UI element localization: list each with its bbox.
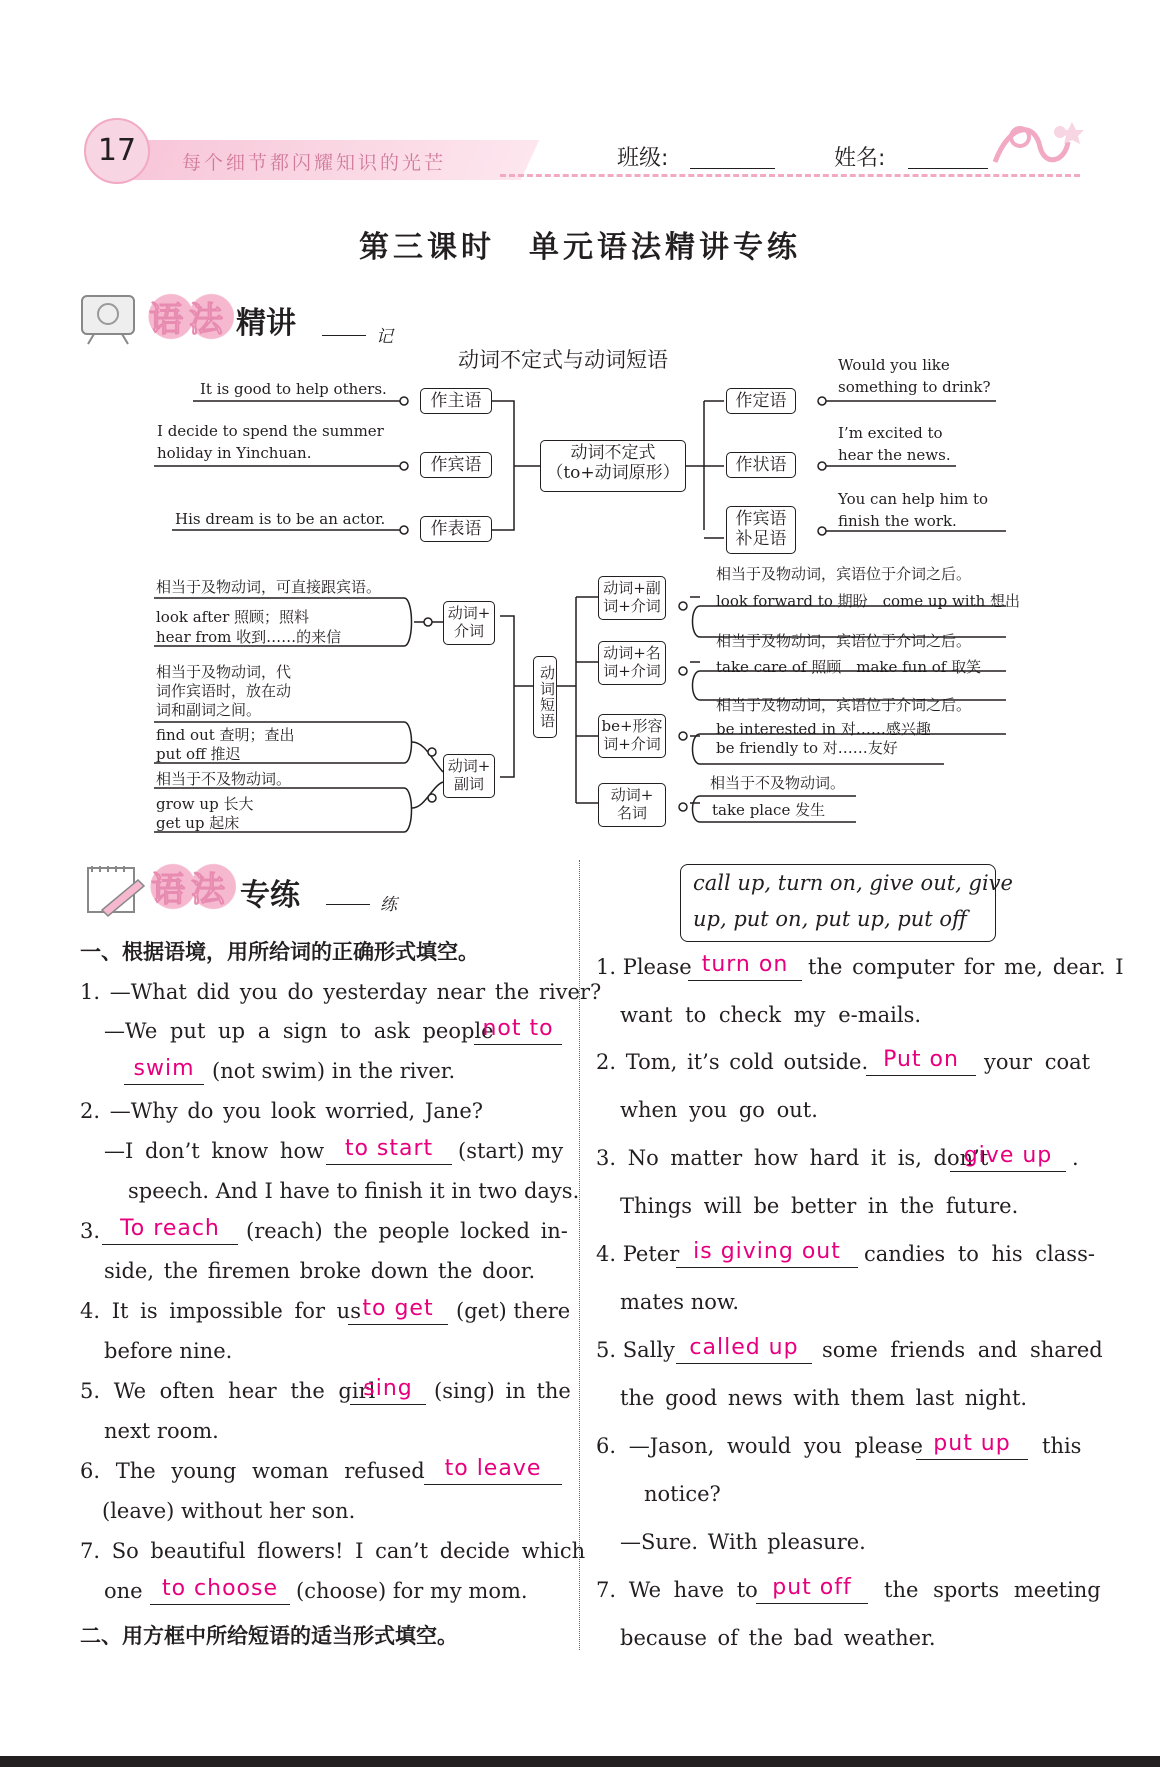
node-adverbial: 作状语 <box>726 452 796 478</box>
vp-ex-grow-up: grow up 长大 <box>156 795 254 813</box>
vp-desc-adv-prep: 相当于及物动词，宾语位于介词之后。 <box>716 565 972 583</box>
p2-q3-c: Things will be better in the future. <box>620 1194 1019 1218</box>
header-slogan: 每个细节都闪耀知识的光芒 <box>182 152 447 174</box>
p2-q4-a: 4. Peter <box>596 1242 680 1266</box>
node-object-complement <box>726 506 796 554</box>
q1-line1: 1. —What did you do yesterday near the river? <box>80 980 602 1004</box>
verb-adverb-line2: 副词 <box>453 775 484 793</box>
verb-noun-line1: 动词+ <box>610 786 654 804</box>
bottom-edge-bar <box>0 1756 1160 1767</box>
example-complement-1: You can help him to <box>838 490 989 508</box>
q2-answer: to start <box>344 1136 434 1161</box>
q3-line2: side, the firemen broke down the door. <box>104 1259 536 1283</box>
q7-line1: 7. So beautiful flowers! I can’t decide which <box>80 1539 586 1563</box>
example-complement-2: finish the work. <box>838 512 957 530</box>
be-adj-prep-line2: 词+介词 <box>603 735 661 753</box>
p2-q1-a: 1. Please <box>596 955 692 979</box>
p2-q6-d: —Sure. With pleasure. <box>620 1530 866 1554</box>
vp-desc-intransitive: 相当于不及物动词。 <box>156 770 292 788</box>
q1-blank-1[interactable] <box>474 1014 562 1045</box>
q1-answer-1: not to <box>482 1016 554 1041</box>
q5-answer: sing <box>363 1376 413 1401</box>
node-verb-adv-prep <box>598 576 666 620</box>
p2-q1-c: want to check my e-mails. <box>620 1003 922 1027</box>
q3-blank[interactable] <box>102 1214 238 1245</box>
page-number-badge: 17 <box>84 118 150 184</box>
vp-desc-be-adj: 相当于及物动词，宾语位于介词之后。 <box>716 696 972 714</box>
vp-ex-put-off: put off 推迟 <box>156 745 241 763</box>
p2-q1-b: the computer for me, dear. I <box>808 955 1124 979</box>
q1-line2: —We put up a sign to ask people <box>104 1019 494 1043</box>
p2-q6-a: 6. —Jason, would you please <box>596 1434 923 1458</box>
p2-q4-b: candies to his class- <box>864 1242 1095 1266</box>
verb-noun-prep-line2: 词+介词 <box>603 662 661 680</box>
mindmap-title: 动词不定式与动词短语 <box>458 348 668 372</box>
p2-q3-answer: give up <box>963 1143 1053 1168</box>
q7-line2a: one <box>104 1579 143 1603</box>
p2-q6-c: notice? <box>644 1482 721 1506</box>
node-verb-adverb <box>443 754 495 798</box>
p2-q7-b: the sports meeting <box>884 1578 1101 1602</box>
vp-ex-take-care: take care of 照顾 make fun of 取笑 <box>716 658 982 676</box>
p2-q6-answer: put up <box>933 1431 1011 1456</box>
q2-blank[interactable] <box>326 1134 452 1165</box>
p2-q3-a: 3. No matter how hard it is, don’t <box>596 1146 989 1170</box>
verb-prep-line1: 动词+ <box>447 604 491 622</box>
section2-note-line <box>326 904 370 905</box>
p2-q1-answer: turn on <box>701 952 789 977</box>
part2-title: 二、用方框中所给短语的适当形式填空。 <box>80 1624 458 1648</box>
column-divider <box>579 860 580 1650</box>
vp-ex-look-forward: look forward to 期盼 come up with 想出 <box>716 592 1021 610</box>
node-verb-noun-prep <box>598 641 666 685</box>
node-verb-noun <box>598 783 666 827</box>
p2-q2-answer: Put on <box>883 1047 959 1072</box>
p2-q2-c: when you go out. <box>620 1098 818 1122</box>
vp-desc-pronoun-3: 词和副词之间。 <box>156 701 262 719</box>
q5-line1a: 5. We often hear the girl <box>80 1379 376 1403</box>
vp-ex-friendly: be friendly to 对……友好 <box>716 739 898 757</box>
phrase-box <box>680 864 1013 942</box>
p2-q2-blank[interactable] <box>866 1045 976 1076</box>
node-verb-prep <box>443 601 495 645</box>
be-adj-prep-line1: be+形容 <box>601 717 663 735</box>
example-subject: It is good to help others. <box>200 380 387 398</box>
part1-title: 一、根据语境，用所给词的正确形式填空。 <box>80 940 479 964</box>
verb-noun-prep-line1: 动词+名 <box>603 644 661 662</box>
node-attributive: 作定语 <box>726 388 796 414</box>
vp-ex-look-after: look after 照顾；照料 <box>156 608 310 626</box>
class-label: 班级: <box>617 146 669 171</box>
p2-q6-b: this <box>1042 1434 1082 1458</box>
section1-heading: 精讲 <box>236 306 296 341</box>
phrase-box-line2: up, put on, put up, put off <box>693 907 967 931</box>
p2-q5-b: some friends and shared <box>822 1338 1103 1362</box>
q2-line2b: (start) my <box>458 1139 564 1163</box>
p2-q5-c: the good news with them last night. <box>620 1386 1028 1410</box>
p2-q7-c: because of the bad weather. <box>620 1626 936 1650</box>
node-infinitive <box>540 440 686 492</box>
vp-ex-interested: be interested in 对……感兴趣 <box>716 720 931 738</box>
q7-blank[interactable] <box>150 1574 290 1605</box>
name-label: 姓名: <box>834 146 886 171</box>
q2-line3: speech. And I have to finish it in two days. <box>128 1179 580 1203</box>
infinitive-line2: （to+动词原形） <box>546 463 680 483</box>
object-complement-line1: 作宾语 <box>735 509 787 529</box>
vp-desc-pronoun-2: 词作宾语时，放在动 <box>156 682 292 700</box>
p2-q4-blank[interactable] <box>676 1237 858 1268</box>
vp-ex-find-out: find out 查明；查出 <box>156 726 295 744</box>
example-attributive-1: Would you like <box>838 356 950 374</box>
section2-badge: 语法 <box>146 862 236 911</box>
vp-desc-verb-noun: 相当于不及物动词。 <box>710 774 846 792</box>
example-object-1: I decide to spend the summer <box>157 422 384 440</box>
q6-line2: (leave) without her son. <box>102 1499 356 1523</box>
q1-line3: (not swim) in the river. <box>212 1059 456 1083</box>
q6-blank[interactable] <box>424 1454 562 1485</box>
example-adverbial-2: hear the news. <box>838 446 951 464</box>
p2-q5-a: 5. Sally <box>596 1338 675 1362</box>
infinitive-line1: 动词不定式 <box>570 443 656 463</box>
q4-line1a: 4. It is impossible for us <box>80 1299 361 1323</box>
q2-line1: 2. —Why do you look worried, Jane? <box>80 1099 484 1123</box>
node-object: 作宾语 <box>420 452 492 478</box>
q5-line1b: (sing) in the <box>434 1379 571 1403</box>
vp-desc-pronoun-1: 相当于及物动词，代 <box>156 663 292 681</box>
p2-q5-blank[interactable] <box>676 1333 812 1364</box>
vp-ex-get-up: get up 起床 <box>156 814 240 832</box>
q3-answer: To reach <box>120 1216 220 1241</box>
q5-line2: next room. <box>104 1419 219 1443</box>
q4-line1b: (get) there <box>456 1299 571 1323</box>
q1-answer-2: swim <box>133 1056 195 1081</box>
verb-adverb-line1: 动词+ <box>447 757 491 775</box>
page-title: 第三课时 单元语法精讲专练 <box>359 230 801 265</box>
q3-number: 3. <box>80 1219 101 1243</box>
q4-answer: to get <box>362 1296 434 1321</box>
p2-q5-answer: called up <box>689 1335 799 1360</box>
p2-q2-b: your coat <box>984 1050 1091 1074</box>
p2-q7-a: 7. We have to <box>596 1578 758 1602</box>
section2-heading: 专练 <box>240 878 300 913</box>
section1-badge: 语法 <box>144 292 234 341</box>
node-predicative: 作表语 <box>420 516 492 542</box>
q5-blank[interactable] <box>350 1374 426 1405</box>
verb-prep-line2: 介词 <box>453 622 484 640</box>
vp-desc-transitive: 相当于及物动词，可直接跟宾语。 <box>156 578 382 596</box>
verb-adv-prep-line2: 词+介词 <box>603 597 661 615</box>
q3-line1: (reach) the people locked in- <box>246 1219 568 1243</box>
node-be-adj-prep <box>598 714 666 758</box>
q6-line1: 6. The young woman refused <box>80 1459 425 1483</box>
p2-q3-blank[interactable] <box>950 1141 1066 1172</box>
p2-q3-b: . <box>1072 1146 1079 1170</box>
p2-q7-blank[interactable] <box>756 1573 868 1604</box>
p2-q2-a: 2. Tom, it’s cold outside. <box>596 1050 869 1074</box>
p2-q4-c: mates now. <box>620 1290 740 1314</box>
example-attributive-2: something to drink? <box>838 378 991 396</box>
p2-q7-answer: put off <box>772 1575 852 1600</box>
q6-answer: to leave <box>444 1456 542 1481</box>
vp-ex-take-place: take place 发生 <box>712 801 826 819</box>
example-predicative: His dream is to be an actor. <box>175 510 386 528</box>
q4-line2: before nine. <box>104 1339 233 1363</box>
p2-q1-blank[interactable] <box>688 950 802 981</box>
verb-adv-prep-line1: 动词+副 <box>603 579 661 597</box>
q7-answer: to choose <box>161 1576 279 1601</box>
notebook-pencil-icon <box>84 862 146 918</box>
q2-line2a: —I don’t know how <box>104 1139 325 1163</box>
q1-blank-2[interactable] <box>124 1054 204 1085</box>
p2-q6-blank[interactable] <box>916 1429 1028 1460</box>
phrase-box-line1: call up, turn on, give out, give <box>693 871 1013 895</box>
example-object-2: holiday in Yinchuan. <box>157 444 312 462</box>
example-adverbial-1: I’m excited to <box>838 424 943 442</box>
verb-noun-line2: 名词 <box>616 804 647 822</box>
q4-blank[interactable] <box>348 1294 448 1325</box>
vp-desc-noun-prep: 相当于及物动词，宾语位于介词之后。 <box>716 632 972 650</box>
section2-note: 练 <box>380 895 397 915</box>
node-subject: 作主语 <box>420 388 492 414</box>
q7-line2b: (choose) for my mom. <box>296 1579 528 1603</box>
node-verb-phrase: 动词短语 <box>533 656 557 738</box>
vp-ex-hear-from: hear from 收到……的来信 <box>156 628 342 646</box>
object-complement-line2: 补足语 <box>735 529 787 549</box>
p2-q4-answer: is giving out <box>693 1239 841 1264</box>
section1-note: 记 <box>376 327 393 347</box>
